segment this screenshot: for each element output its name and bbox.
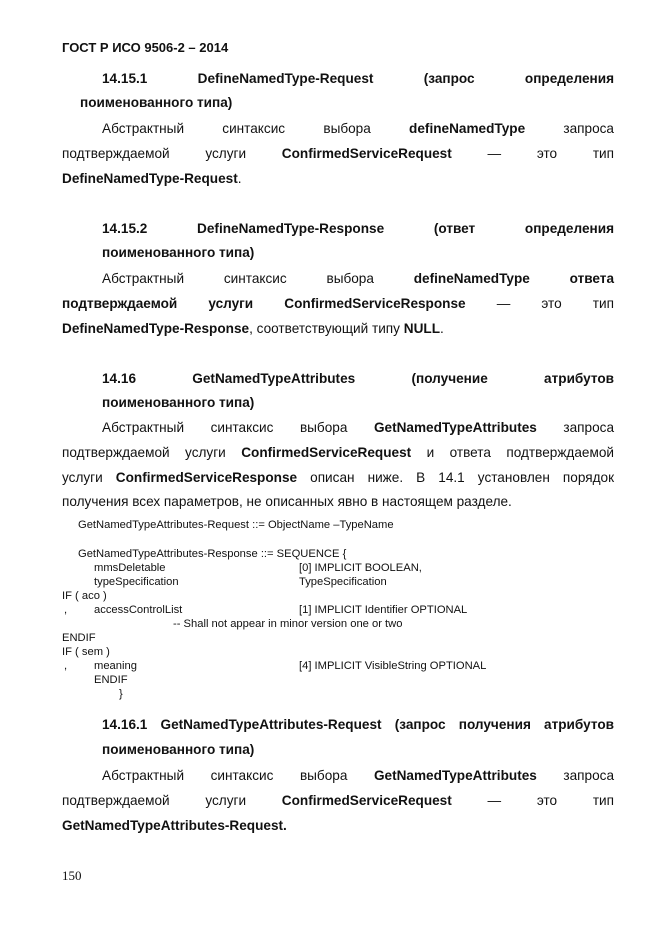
- code-line: [0] IMPLICIT BOOLEAN,: [299, 562, 422, 574]
- page-number: 150: [62, 868, 82, 883]
- word: defineNamedType: [413, 271, 530, 286]
- word: установлен: [477, 470, 550, 485]
- code-line: mmsDeletable: [94, 562, 166, 574]
- section-14-16-heading: [102, 370, 614, 388]
- word: порядок: [562, 470, 615, 485]
- paragraph-line: [62, 469, 614, 487]
- code-line: GetNamedTypeAttributes-Response ::= SEQUENCE {: [78, 548, 347, 560]
- code-line: GetNamedTypeAttributes-Request ::= ObjectName –TypeName: [78, 519, 394, 531]
- heading-text: 14.15.2 DefineNamedType-Response: [102, 221, 385, 236]
- paragraph-line: [62, 170, 614, 188]
- code-line: IF ( sem ): [62, 646, 110, 658]
- word: это: [541, 296, 562, 311]
- word: GetNamedTypeAttributes: [373, 420, 537, 435]
- code-line: accessControlList: [94, 604, 183, 616]
- paragraph-line: [62, 792, 614, 810]
- word: Абстрактный: [102, 420, 185, 435]
- heading-text: определения: [524, 71, 615, 86]
- document-header: ГОСТ Р ИСО 9506-2 – 2014: [62, 40, 229, 55]
- code-line: IF ( aco ): [62, 590, 107, 602]
- section-14-16-1-heading: 14.16.1 GetNamedTypeAttributes-Request (запрос получения атрибутов: [102, 717, 614, 732]
- paragraph-line: [62, 295, 614, 313]
- code-line: meaning: [94, 660, 137, 672]
- word: услуги: [205, 793, 247, 808]
- code-line: ,: [64, 660, 68, 672]
- word: ConfirmedServiceRequest: [281, 793, 452, 808]
- section-14-16-heading-cont: поименованного типа): [102, 395, 255, 410]
- paragraph-line: [62, 145, 614, 163]
- word: —: [487, 793, 502, 808]
- word: и: [426, 445, 435, 460]
- heading-text: определения: [524, 221, 615, 236]
- paragraph-line: получения всех параметров, не описанных явно в настоящем разделе.: [62, 494, 512, 509]
- word: запроса: [563, 420, 615, 435]
- paragraph-line: [62, 320, 614, 338]
- word: —: [487, 146, 502, 161]
- code-line: ENDIF: [94, 674, 128, 686]
- word: выбора: [299, 768, 348, 783]
- heading-text: (ответ: [433, 221, 476, 236]
- word: DefineNamedType-Response: [62, 321, 250, 336]
- code-line: ENDIF: [62, 632, 96, 644]
- code-comment: -- Shall not appear in minor version one or two: [173, 618, 403, 630]
- word: синтаксис: [210, 768, 274, 783]
- paragraph-line: [102, 120, 614, 138]
- word: , соответствующий типу: [249, 321, 404, 336]
- word: GetNamedTypeAttributes: [373, 768, 537, 783]
- heading-text: (запрос: [423, 71, 475, 86]
- word: описан: [310, 470, 355, 485]
- section-14-16-1-heading-cont: поименованного типа): [102, 742, 255, 757]
- word: Абстрактный: [102, 768, 185, 783]
- word: синтаксис: [223, 271, 287, 286]
- word: услуги: [185, 445, 226, 460]
- word: Абстрактный: [102, 271, 185, 286]
- word: подтверждаемой: [506, 445, 614, 460]
- word: тип: [592, 146, 614, 161]
- code-line: ,: [64, 604, 68, 616]
- word: услуги: [208, 296, 254, 311]
- code-line: TypeSpecification: [299, 576, 387, 588]
- word: подтверждаемой: [62, 146, 170, 161]
- word: ниже.: [367, 470, 404, 485]
- word: выбора: [323, 121, 371, 136]
- section-14-15-1-heading-cont: поименованного типа): [80, 95, 233, 110]
- paragraph-line: GetNamedTypeAttributes-Request.: [62, 818, 287, 833]
- word: 14.1: [438, 470, 465, 485]
- paragraph-line: [102, 270, 614, 288]
- section-14-15-2-heading-cont: поименованного типа): [102, 245, 255, 260]
- word: тип: [592, 296, 614, 311]
- word: .: [237, 171, 242, 186]
- word: подтверждаемой: [62, 296, 178, 311]
- word: выбора: [299, 420, 348, 435]
- word: выбора: [326, 271, 374, 286]
- paragraph-line: [102, 767, 614, 785]
- heading-text: (получение: [411, 371, 488, 386]
- heading-text: 14.16: [102, 371, 137, 386]
- heading-text: GetNamedTypeAttributes: [192, 371, 356, 386]
- word: ConfirmedServiceResponse: [115, 470, 298, 485]
- heading-text: 14.15.1 DefineNamedType-Request: [102, 71, 374, 86]
- word: —: [496, 296, 511, 311]
- word: ConfirmedServiceRequest: [281, 146, 452, 161]
- section-14-15-1-heading: [102, 70, 614, 88]
- word: NULL: [403, 321, 440, 336]
- word: запроса: [563, 121, 614, 136]
- word: запроса: [563, 768, 615, 783]
- word: услуги: [62, 470, 103, 485]
- section-14-15-2-heading: [102, 220, 614, 238]
- word: ответа: [449, 445, 491, 460]
- word: В: [416, 470, 426, 485]
- word: синтаксис: [222, 121, 286, 136]
- word: тип: [592, 793, 614, 808]
- word: это: [536, 146, 558, 161]
- code-line: [4] IMPLICIT VisibleString OPTIONAL: [299, 660, 487, 672]
- code-line: typeSpecification: [94, 576, 179, 588]
- code-line: }: [119, 688, 123, 700]
- word: это: [536, 793, 558, 808]
- word: defineNamedType: [409, 121, 526, 136]
- word: Абстрактный: [102, 121, 185, 136]
- paragraph-line: [62, 444, 614, 462]
- word: ответа: [569, 271, 615, 286]
- word: синтаксис: [210, 420, 274, 435]
- word: подтверждаемой: [62, 793, 170, 808]
- heading-text: атрибутов: [544, 371, 615, 386]
- paragraph-line: [102, 419, 614, 437]
- word: услуги: [205, 146, 247, 161]
- word: подтверждаемой: [62, 445, 170, 460]
- word: DefineNamedType-Request: [62, 171, 238, 186]
- word: ConfirmedServiceRequest: [241, 445, 412, 460]
- code-line: [1] IMPLICIT Identifier OPTIONAL: [299, 604, 468, 616]
- word: .: [440, 321, 444, 336]
- word: ConfirmedServiceResponse: [284, 296, 466, 311]
